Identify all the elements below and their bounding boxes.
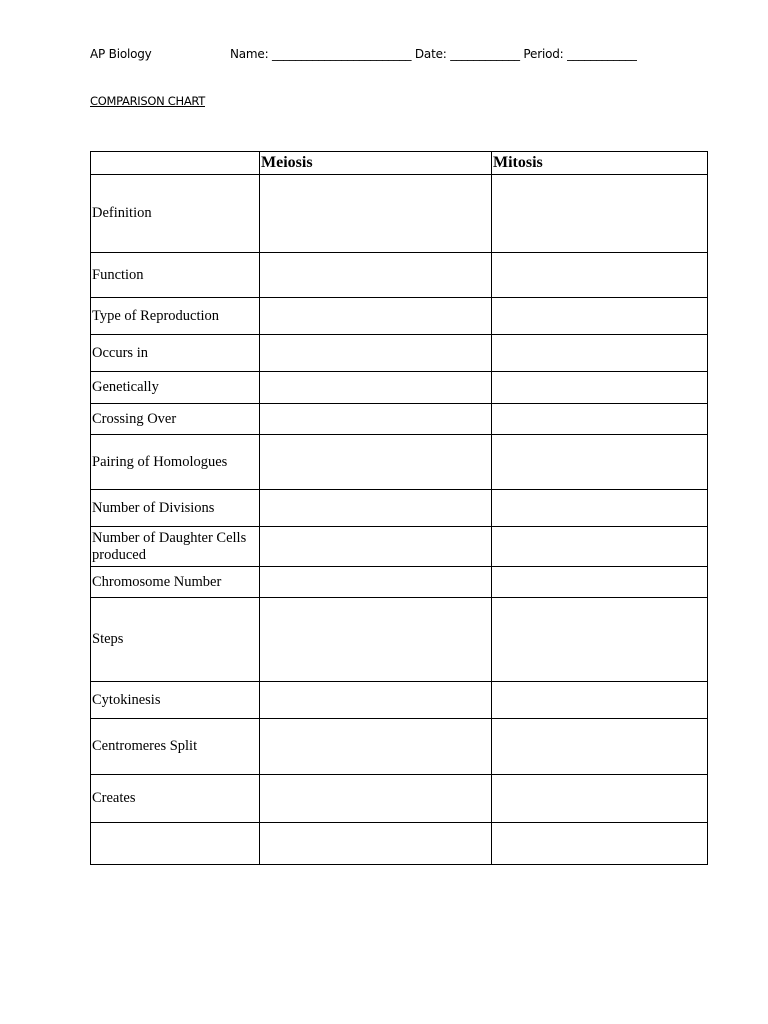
table-row (91, 335, 708, 372)
row-label (91, 823, 260, 865)
table-row (91, 719, 708, 775)
worksheet-header (90, 47, 637, 61)
table-row (91, 567, 708, 598)
meiosis-answer-cell[interactable] (260, 175, 492, 253)
meiosis-answer-cell[interactable] (260, 404, 492, 435)
meiosis-answer-cell[interactable] (260, 372, 492, 404)
mitosis-answer-cell[interactable] (492, 490, 708, 527)
row-label: Occurs in (91, 335, 260, 372)
table-row (91, 253, 708, 298)
chart-title: COMPARISON CHART (90, 94, 205, 108)
table-row (91, 490, 708, 527)
table-row (91, 823, 708, 865)
table-row (91, 775, 708, 823)
row-label: Creates (91, 775, 260, 823)
table-row (91, 404, 708, 435)
mitosis-answer-cell[interactable] (492, 775, 708, 823)
row-label: Cytokinesis (91, 682, 260, 719)
mitosis-answer-cell[interactable] (492, 527, 708, 567)
student-info-fields: Name: ________________________ Date: ____________ Period: ____________ (230, 47, 637, 61)
meiosis-answer-cell[interactable] (260, 775, 492, 823)
table-row (91, 175, 708, 253)
mitosis-answer-cell[interactable] (492, 823, 708, 865)
mitosis-answer-cell[interactable] (492, 719, 708, 775)
meiosis-answer-cell[interactable] (260, 490, 492, 527)
table-row (91, 527, 708, 567)
meiosis-answer-cell[interactable] (260, 598, 492, 682)
table-row (91, 682, 708, 719)
mitosis-answer-cell[interactable] (492, 435, 708, 490)
meiosis-answer-cell[interactable] (260, 567, 492, 598)
mitosis-answer-cell[interactable] (492, 298, 708, 335)
table-row (91, 372, 708, 404)
row-label: Function (91, 253, 260, 298)
row-label: Genetically (91, 372, 260, 404)
meiosis-answer-cell[interactable] (260, 253, 492, 298)
mitosis-answer-cell[interactable] (492, 372, 708, 404)
comparison-table (90, 151, 708, 865)
row-label: Chromosome Number (91, 567, 260, 598)
meiosis-answer-cell[interactable] (260, 527, 492, 567)
row-label: Number of Daughter Cells produced (91, 527, 260, 567)
header-cell-empty (91, 152, 260, 175)
row-label: Steps (91, 598, 260, 682)
meiosis-answer-cell[interactable] (260, 335, 492, 372)
mitosis-answer-cell[interactable] (492, 175, 708, 253)
course-name: AP Biology (90, 47, 152, 61)
table-header-row (91, 152, 708, 175)
meiosis-answer-cell[interactable] (260, 435, 492, 490)
row-label: Number of Divisions (91, 490, 260, 527)
row-label: Type of Reproduction (91, 298, 260, 335)
table-row (91, 298, 708, 335)
meiosis-answer-cell[interactable] (260, 719, 492, 775)
mitosis-answer-cell[interactable] (492, 598, 708, 682)
meiosis-answer-cell[interactable] (260, 823, 492, 865)
header-cell-mitosis: Mitosis (492, 152, 708, 175)
table-row (91, 435, 708, 490)
table-row (91, 598, 708, 682)
mitosis-answer-cell[interactable] (492, 335, 708, 372)
row-label: Definition (91, 175, 260, 253)
row-label: Centromeres Split (91, 719, 260, 775)
mitosis-answer-cell[interactable] (492, 682, 708, 719)
row-label: Crossing Over (91, 404, 260, 435)
mitosis-answer-cell[interactable] (492, 404, 708, 435)
mitosis-answer-cell[interactable] (492, 567, 708, 598)
header-cell-meiosis: Meiosis (260, 152, 492, 175)
mitosis-answer-cell[interactable] (492, 253, 708, 298)
meiosis-answer-cell[interactable] (260, 298, 492, 335)
meiosis-answer-cell[interactable] (260, 682, 492, 719)
row-label: Pairing of Homologues (91, 435, 260, 490)
